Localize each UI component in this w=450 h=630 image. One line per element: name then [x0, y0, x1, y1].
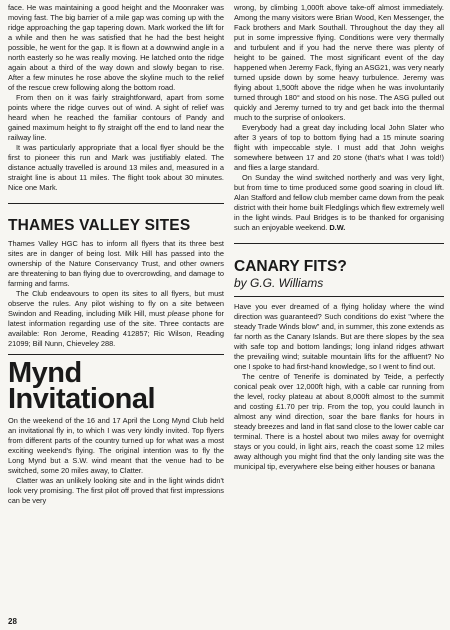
text-run: On Sunday the wind switched northerly and was very light, but from time to time produced some good soaring in cloud lift. Alan Stafford and fellow club member came down from the peak district with their home built Fledglings which flew extremely well in the light winds. Paul Bridges is to be thanked for organising such an enjoyable weekend.: [234, 173, 444, 232]
section-divider: [234, 296, 444, 297]
article-paragraph: Clatter was an unlikely looking site and in the light winds didn't look very promising. The first pilot off proved that first impressions can be very: [8, 476, 224, 505]
section-divider: [8, 354, 224, 355]
page-number: 28: [8, 617, 17, 626]
heading-line: Invitational: [8, 383, 156, 415]
section-divider: [8, 203, 224, 204]
thames-valley-heading: THAMES VALLEY SITES: [8, 217, 191, 234]
emphasis-text: please: [167, 309, 190, 318]
article-paragraph: Everybody had a great day including local John Slater who after 3 years of top to bottom flying had a 15 minute soaring flight with impeccable style. I must add that John weighs somewhere between 17 and 20 stone (that's what I was told!) and flies a large standard.: [234, 123, 444, 172]
article-paragraph: [234, 173, 444, 233]
article-paragraph: wrong, by climbing 1,000ft above take-off almost immediately. Among the many visitors were Brian Wood, Ken Messenger, the Fack brothers and Mark Southall. Throughout the day they all put in some impressive flying. Conditions were very thermally and turbulent and if you had the nerve there was plenty of height to be gained. The most significant event of the day happened when Jeremy Fack, flying an ASG21, was very nearly turned upside down by some heavy turbulence. Jeremy was flying about 1,500ft above the ridge when he was involuntarily turned through 180° and stood on his nose. The ASG pulled out quickly and Jeremy turned to try and get back into the thermal much to the surprise of onlookers.: [234, 3, 444, 122]
article-paragraph: The centre of Tenerife is dominated by Teide, a perfectly conical peak over 12,000ft high, with a cable car running from the level, rocky plateau at about 8,000ft almost to the summit and costing £1.70 per trip. From the top, you could launch in almost any wind direction, soar the bare flanks for hours in steady breezes and land in flat sand close to the lower cable car terminal. There is a hostel about two miles away for overnight stays or you could, in light airs, reach the coast some 12 miles away although you might find that the only landing site was the municipal tip, everywhere else being either houses or banana: [234, 372, 444, 471]
article-paragraph: Thames Valley HGC has to inform all flyers that its three best sites are in danger of being lost. Milk Hill has passed into the ownership of the Nature Conservancy Trust, and other owners are threatening to ban flying due to overcrowding, and damage to farming and farms.: [8, 239, 224, 288]
author-initials: D.W.: [329, 223, 346, 232]
article-paragraph: [8, 289, 224, 349]
byline: by G.G. Williams: [234, 276, 324, 290]
canary-fits-heading: CANARY FITS?: [234, 258, 347, 275]
section-divider: [234, 243, 444, 244]
left-column: [8, 3, 224, 506]
right-column: [234, 3, 444, 472]
heading-line: Mynd: [8, 357, 82, 389]
article-paragraph: From then on it was fairly straightforward, apart from some points where the ridge curves out of wind. A sight of relief was heard when he reached the familiar contours of Pandy and gained maximum height to fly straight off the end to land near the railway line.: [8, 93, 224, 142]
mynd-invitational-heading: [8, 357, 224, 415]
article-paragraph: Have you ever dreamed of a flying holiday where the wind direction was guaranteed? Such conditions do exist "where the steady Trade Winds blow" and, in summer, this zone extends as far north as the Canary Islands. But are there slopes by the sea with safe top and bottom landings; long inland ridges athwart the prevailing wind; suitable mountain lifts for the affluent? No one I spoke to had first-hand knowledge, so I went to find out.: [234, 302, 444, 371]
article-paragraph: It was particularly appropriate that a local flyer should be the first to pioneer this run and Mark was justifiably elated. The distance actually travelled is around 13 miles and, measured in a straight line is about 11 miles. The flight took about 30 minutes. Nice one Mark.: [8, 143, 224, 192]
text-run: phone for latest information regarding use of the site. Three contacts are available: Ron Jerome, Reading 412857; Ric Wilson, Reading 21099; Bill Nunn, Chieveley 288.: [8, 309, 224, 348]
article-paragraph: face. He was maintaining a good height and the Moonraker was moving fast. The big barrier of a mile gap was coming up with the ridge approaching the gap tapering down. Mark worked the lift for a while and then he was satisfied that he had the best height possible, he went for the gap. It is flown at a downwind angle in a north easterly so he was really moving. He latched onto the ridge again about a third of the way down and slowly began to rise. After a few minutes he rose above the skyline much to the relief of the rescue crew following along the bottom road.: [8, 3, 224, 92]
article-paragraph: On the weekend of the 16 and 17 April the Long Mynd Club held an invitational fly in, to which I was very kindly invited. Top flyers from different parts of the country turned up for what was a most exciting weekend's flying. The original intention was to fly the Long Mynd but a S.W. wind meant that the venue had to be switched, some 20 miles away, to Clatter.: [8, 416, 224, 475]
text-run: The Club endeavours to open its sites to all flyers, but must observe the rules. Any pilot wishing to fly on a site between Swindon and Reading, including Milk Hill, must: [8, 289, 224, 318]
